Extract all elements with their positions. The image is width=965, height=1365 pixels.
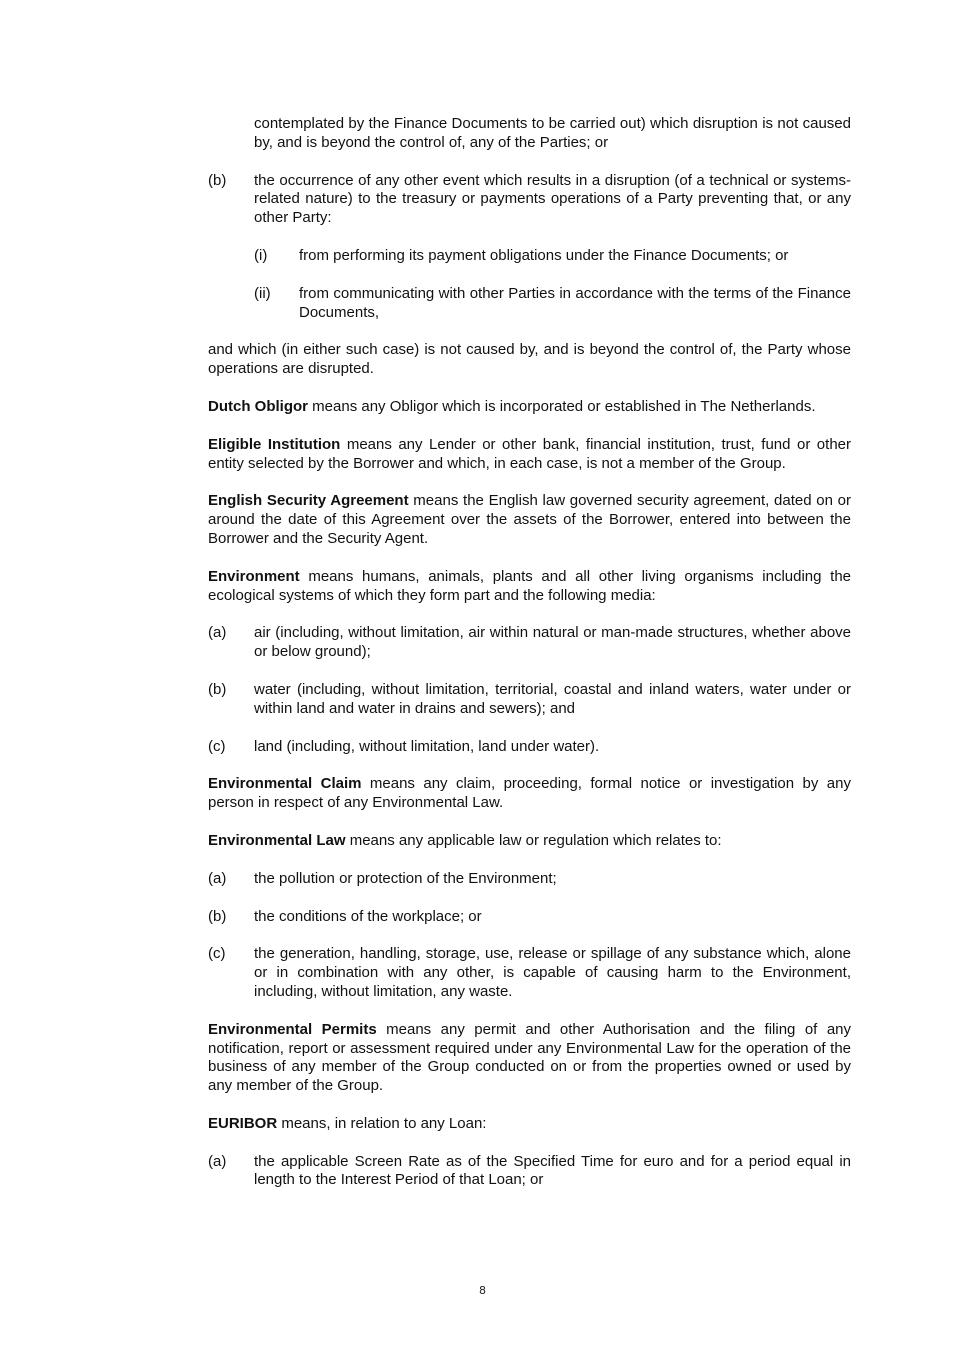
list-item-b [208, 172, 851, 228]
definition-environmental-claim [208, 775, 851, 813]
item-number: (a) [208, 869, 227, 887]
paragraph: and which (in either such case) is not caused by, and is beyond the control of, the Party whose operations are disrupted. [208, 341, 851, 378]
page-number: 8 [479, 1284, 486, 1297]
continuation-paragraph: contemplated by the Finance Documents to be carried out) which disruption is not caused by, and is beyond the control of, any of the Parties; or [254, 115, 851, 151]
list-item-b [208, 681, 851, 719]
definition-text: means any applicable law or regulation which relates to: [345, 831, 722, 849]
definition-text: means humans, animals, plants and all other living organisms including the ecological systems of which they form part and the following media: [208, 567, 851, 604]
definition-eligible-institution [208, 436, 851, 474]
list-item-a [208, 1153, 851, 1191]
item-text: the generation, handling, storage, use, release or spillage of any substance which, alone or in combination with any other, is capable of causing harm to the Environment, including, without limitation, any waste. [254, 945, 851, 1000]
definition-environmental-law [208, 832, 851, 851]
definition-text: means any Lender or other bank, financial institution, trust, fund or other entity selected by the Borrower and which, in each case, is not a member of the Group. [208, 435, 851, 472]
definition-text: means any claim, proceeding, formal notice or investigation by any person in respect of any Environmental Law. [208, 775, 851, 812]
definition-text: means, in relation to any Loan: [277, 1114, 487, 1132]
list-item-a [208, 870, 851, 889]
item-text: from performing its payment obligations under the Finance Documents; or [299, 246, 789, 264]
definition-environmental-permits [208, 1021, 851, 1096]
defined-term: English Security Agreement [208, 492, 409, 510]
document-page [208, 115, 851, 1209]
item-text: the applicable Screen Rate as of the Specified Time for euro and for a period equal in length to the Interest Period of that Loan; or [254, 1152, 851, 1189]
list-item-b [208, 908, 851, 927]
item-text: the conditions of the workplace; or [254, 907, 482, 925]
item-number: (i) [254, 246, 268, 264]
item-number: (b) [208, 171, 227, 189]
definition-text: means any permit and other Authorisation and the filing of any notification, report or assessment required under any Environmental Law for the operation of the business of any member of the Group conducted on or from the properties owned or used by any member of the Group. [208, 1020, 851, 1095]
item-number: (c) [208, 945, 226, 963]
item-number: (a) [208, 624, 227, 642]
definition-text: means the English law governed security agreement, dated on or around the date of this Agreement over the assets of the Borrower, entered into between the Borrower and the Security Agent. [208, 492, 851, 547]
definition-environment [208, 568, 851, 606]
definition-text: means any Obligor which is incorporated or established in The Netherlands. [308, 397, 816, 415]
item-text: land (including, without limitation, land under water). [254, 737, 600, 755]
definition-dutch-obligor [208, 398, 851, 417]
defined-term: Eligible Institution [208, 435, 341, 453]
defined-term: EURIBOR [208, 1114, 278, 1132]
item-number: (c) [208, 737, 226, 755]
item-text: air (including, without limitation, air within natural or man-made structures, whether above or below ground); [254, 624, 851, 661]
defined-term: Environment [208, 567, 300, 585]
item-text: from communicating with other Parties in accordance with the terms of the Finance Documents, [299, 284, 851, 321]
defined-term: Dutch Obligor [208, 397, 308, 415]
sublist-item-i [254, 247, 851, 266]
list-item-c [208, 945, 851, 1001]
list-item-c [208, 738, 851, 757]
defined-term: Environmental Permits [208, 1020, 377, 1038]
definition-euribor [208, 1115, 851, 1134]
list-item-a [208, 624, 851, 662]
item-text: the occurrence of any other event which results in a disruption (of a technical or systems-related nature) to the treasury or payments operations of a Party preventing that, or any other Party: [254, 171, 851, 227]
item-text: water (including, without limitation, territorial, coastal and inland waters, water under or within land and water in drains and sewers); and [254, 680, 851, 717]
item-number: (ii) [254, 284, 271, 302]
item-number: (a) [208, 1152, 227, 1170]
definition-english-security-agreement [208, 492, 851, 548]
defined-term: Environmental Claim [208, 775, 362, 793]
defined-term: Environmental Law [208, 831, 346, 849]
item-number: (b) [208, 907, 227, 925]
item-text: the pollution or protection of the Environment; [254, 869, 557, 887]
sublist-item-ii [254, 285, 851, 323]
item-number: (b) [208, 680, 227, 698]
